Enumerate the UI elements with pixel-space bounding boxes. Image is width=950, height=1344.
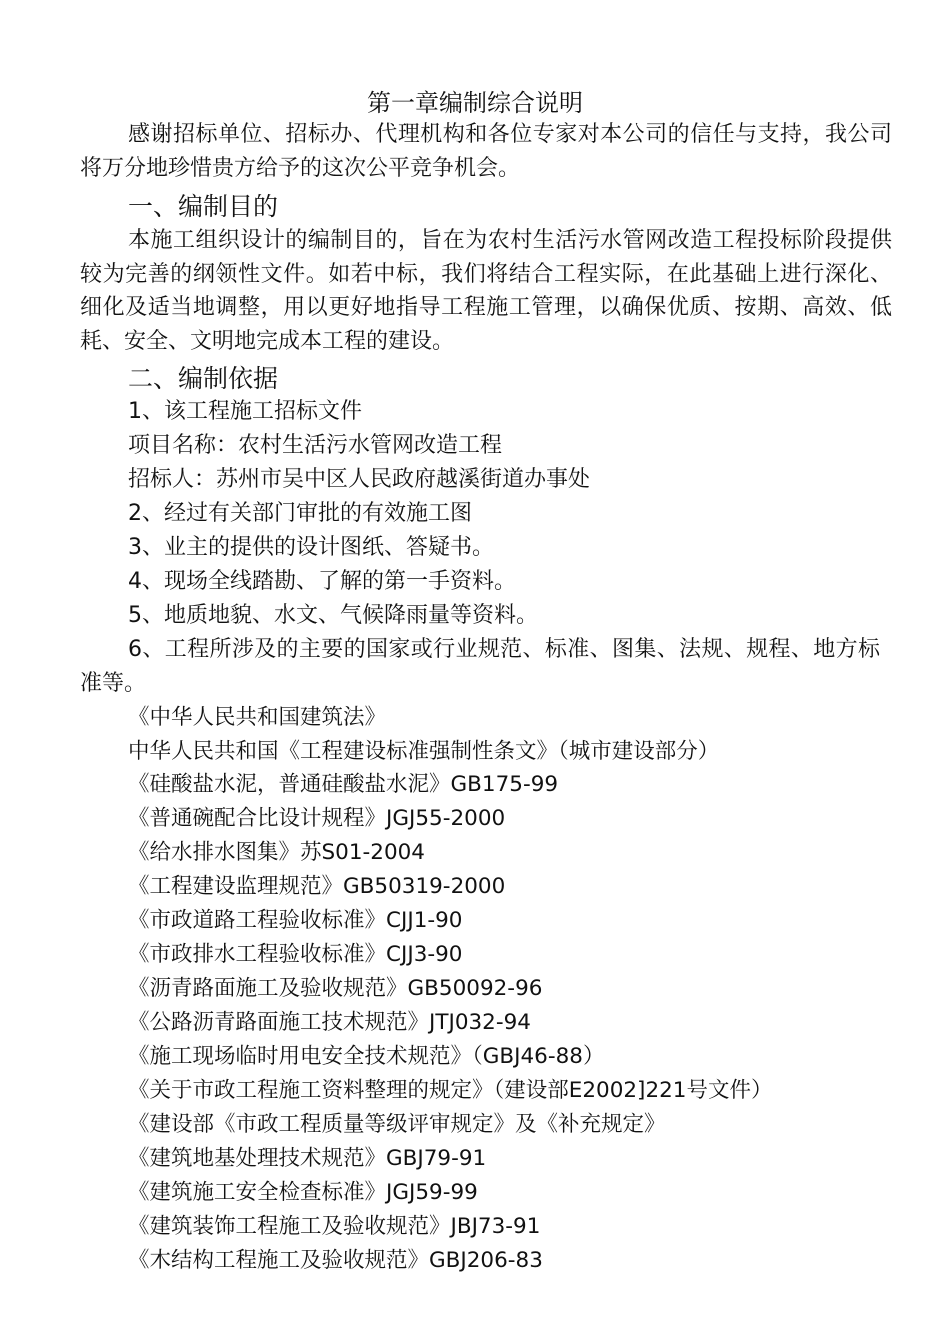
standard-item: 《建设部《市政工程质量等级评审规定》及《补充规定》: [128, 1112, 666, 1137]
standard-item: 《中华人民共和国建筑法》: [128, 705, 387, 730]
project-name-line: 项目名称：农村生活污水管网改造工程: [128, 433, 503, 458]
standard-item: 《沥青路面施工及验收规范》GB50092-96: [128, 976, 543, 1001]
standard-item: 《关于市政工程施工资料整理的规定》（建设部E2002]221号文件）: [128, 1078, 773, 1103]
section-heading-basis: 二、编制依据: [128, 364, 279, 393]
basis-item-1: 1、该工程施工招标文件: [128, 399, 362, 424]
basis-item-2: 2、经过有关部门审批的有效施工图: [128, 501, 472, 526]
standard-item: 《木结构工程施工及验收规范》GBJ206-83: [128, 1248, 543, 1273]
purpose-paragraph: 本施工组织设计的编制目的，旨在为农村生活污水管网改造工程投标阶段提供较为完善的纲领性文件。如若中标，我们将结合工程实际，在此基础上进行深化、细化及适当地调整，用以更好地指导工程施工管理，以确保优质、按期、高效、低耗、安全、文明地完成本工程的建设。: [80, 228, 892, 354]
basis-item-6: 6、工程所涉及的主要的国家或行业规范、标准、图集、法规、规程、地方标准等。: [80, 637, 880, 696]
standard-item: 《给水排水图集》苏S01-2004: [128, 840, 425, 865]
standard-item: 《市政排水工程验收标准》CJJ3-90: [128, 942, 463, 967]
basis-item-5: 5、地质地貌、水文、气候降雨量等资料。: [128, 603, 538, 628]
standard-item: 《硅酸盐水泥，普通硅酸盐水泥》GB175-99: [128, 772, 559, 797]
standard-item: 《建筑施工安全检查标准》JGJ59-99: [128, 1180, 478, 1205]
standard-item: 《建筑地基处理技术规范》GBJ79-91: [128, 1146, 487, 1171]
standard-item: 《普通碗配合比设计规程》JGJ55-2000: [128, 806, 506, 831]
intro-paragraph: 感谢招标单位、招标办、代理机构和各位专家对本公司的信任与支持，我公司将万分地珍惜贵方给予的这次公平竞争机会。: [80, 122, 892, 181]
section-heading-purpose: 一、编制目的: [128, 192, 279, 221]
standard-item: 《公路沥青路面施工技术规范》JTJ032-94: [128, 1010, 531, 1035]
chapter-title: 第一章编制综合说明: [367, 89, 583, 117]
basis-item-4: 4、现场全线踏勘、了解的第一手资料。: [128, 569, 516, 594]
tenderer-line: 招标人：苏州市吴中区人民政府越溪街道办事处: [128, 467, 591, 492]
standard-item: 中华人民共和国《工程建设标准强制性条文》（城市建设部分）: [128, 739, 720, 764]
standard-item: 《建筑装饰工程施工及验收规范》JBJ73-91: [128, 1214, 541, 1239]
standard-item: 《工程建设监理规范》GB50319-2000: [128, 874, 506, 899]
standard-item: 《施工现场临时用电安全技术规范》（GBJ46-88）: [128, 1044, 605, 1069]
standard-item: 《市政道路工程验收标准》CJJ1-90: [128, 908, 463, 933]
basis-item-3: 3、业主的提供的设计图纸、答疑书。: [128, 535, 494, 560]
